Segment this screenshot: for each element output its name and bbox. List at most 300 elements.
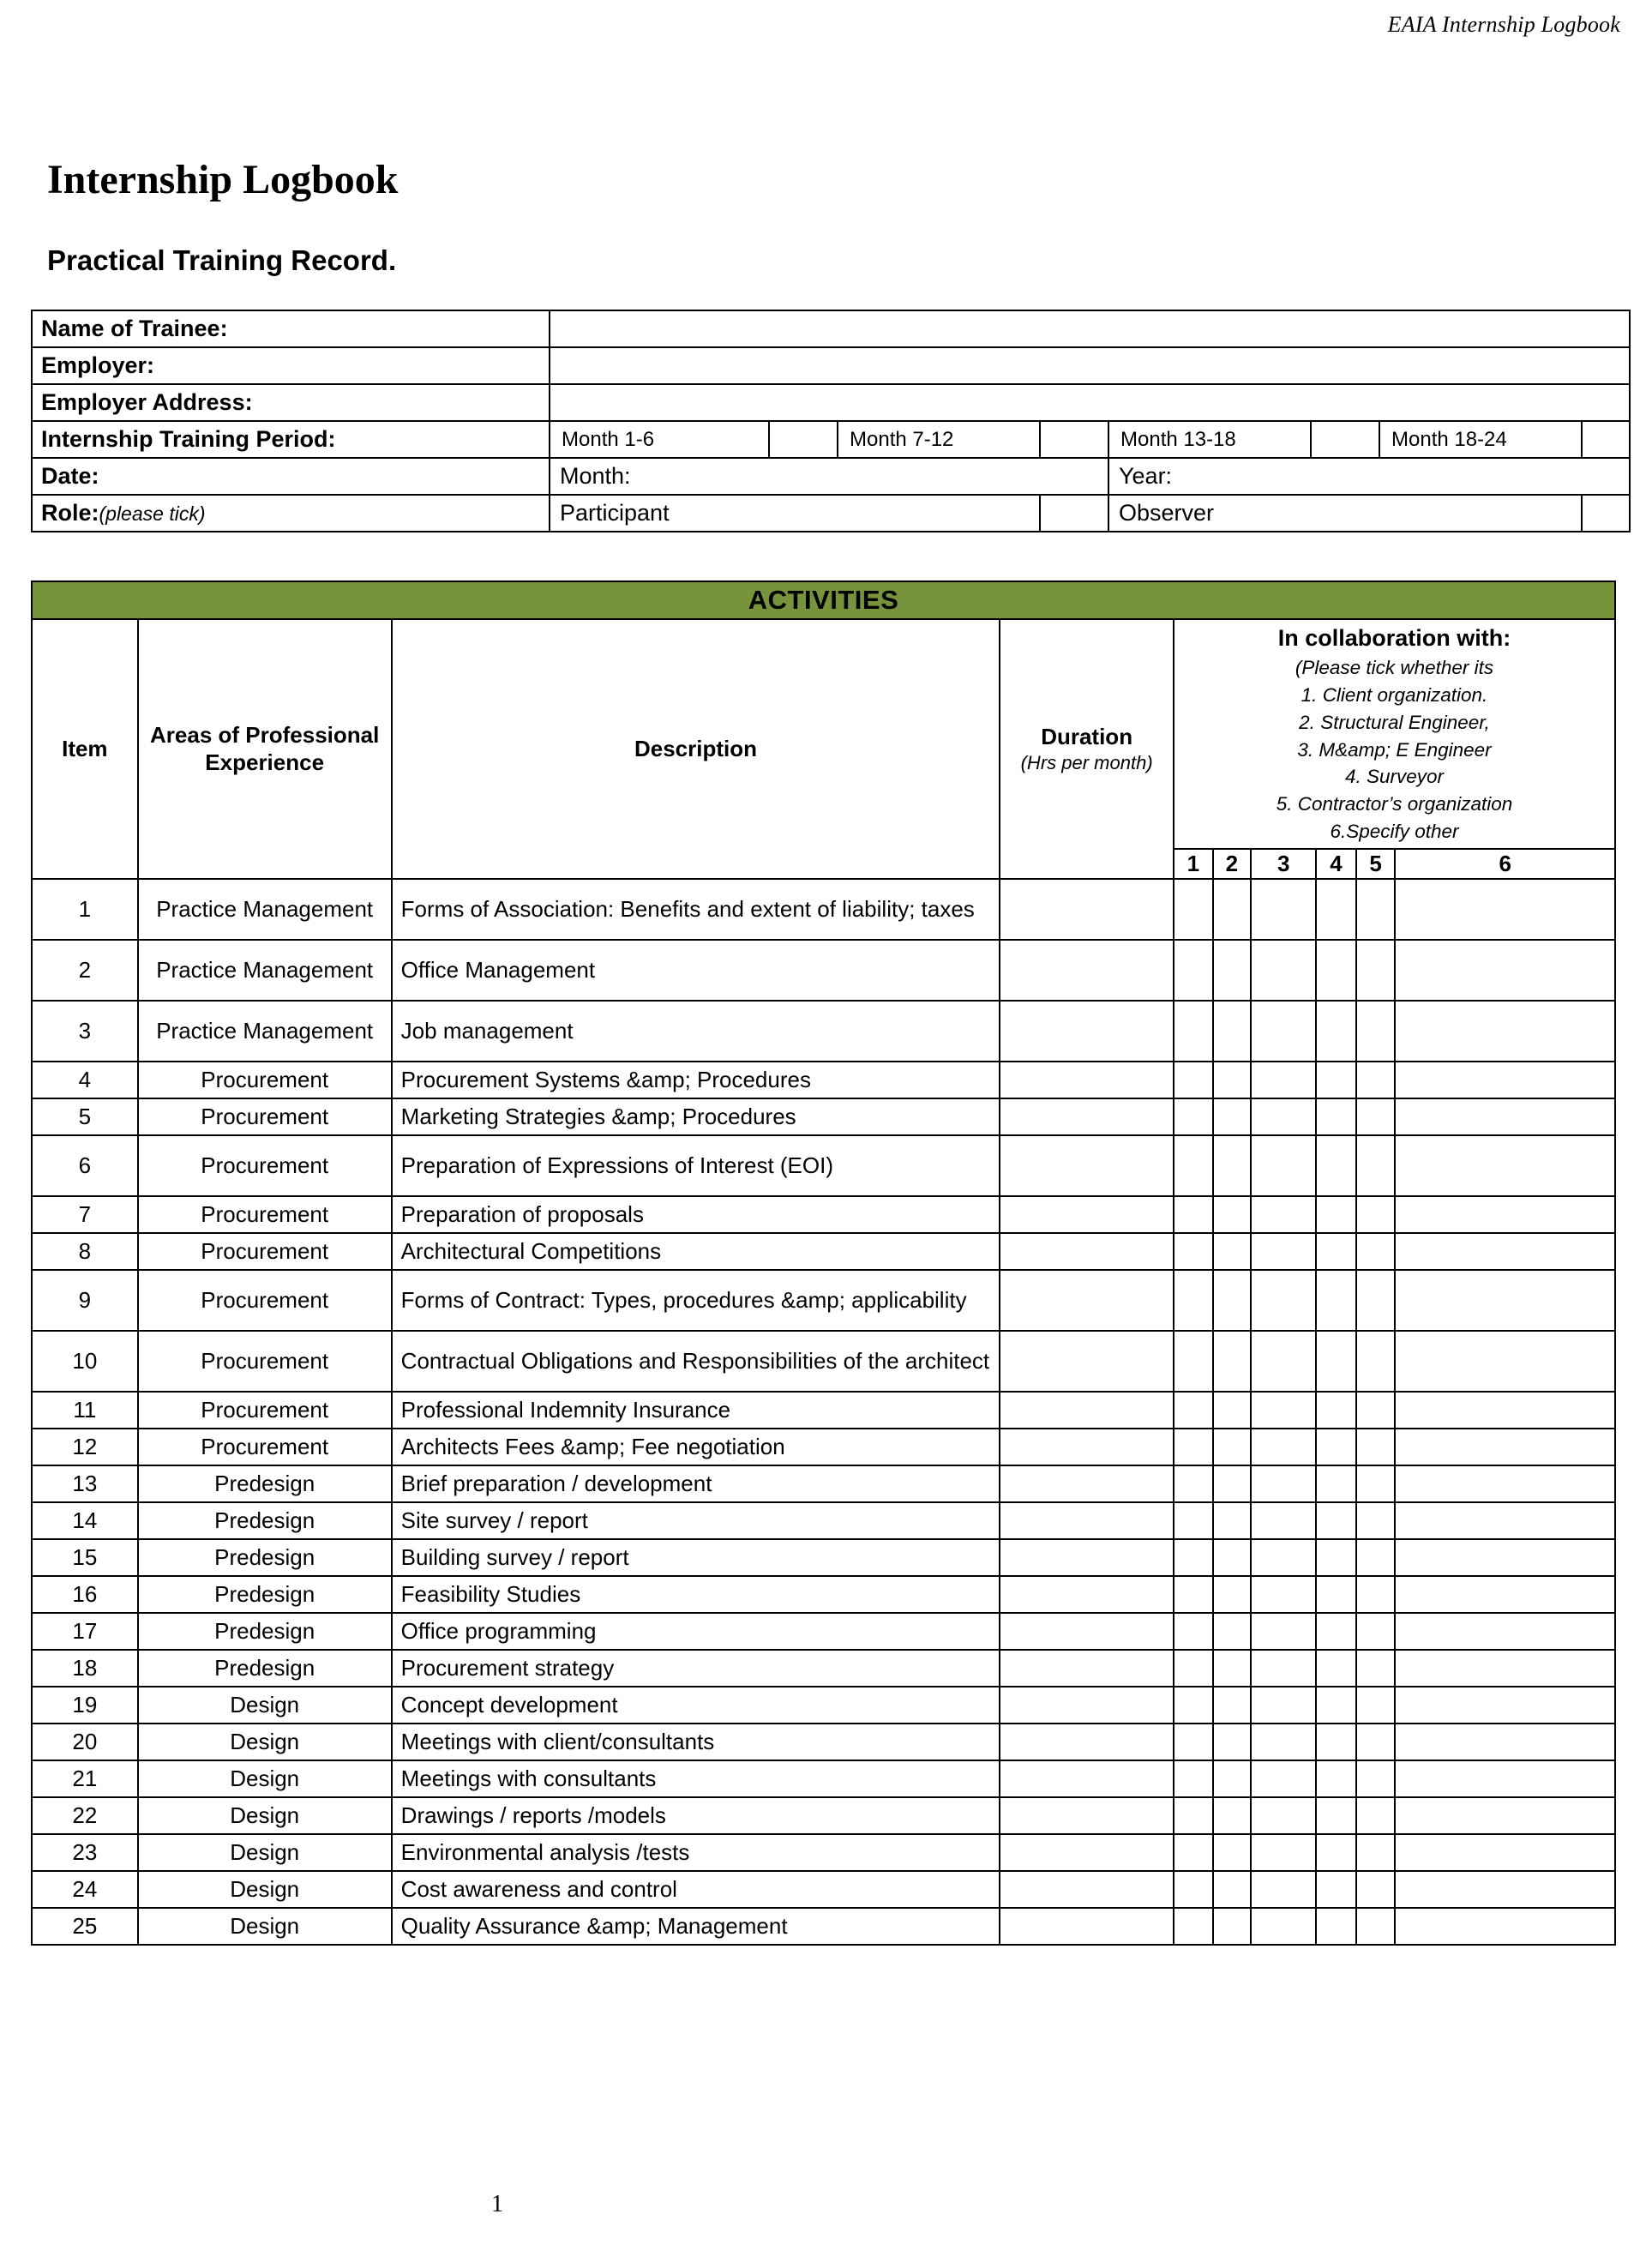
table-row xyxy=(32,1196,1615,1233)
activity-collab-tickbox-3[interactable] xyxy=(1251,1650,1316,1687)
activity-collab-tickbox-4[interactable] xyxy=(1316,1613,1356,1650)
activity-collab-tickbox-5[interactable] xyxy=(1356,1834,1396,1871)
activity-duration-field[interactable] xyxy=(1000,1760,1174,1797)
activity-description: Preparation of proposals xyxy=(392,1196,1000,1233)
activity-collab-tickbox-2[interactable] xyxy=(1213,1908,1252,1945)
table-row xyxy=(32,1687,1615,1724)
activities-header-row xyxy=(32,619,1615,849)
activity-collab-tickbox-5[interactable] xyxy=(1356,1650,1396,1687)
activity-collab-tickbox-2[interactable] xyxy=(1213,1650,1252,1687)
activity-collab-tickbox-6[interactable] xyxy=(1395,1650,1615,1687)
activity-collab-tickbox-3[interactable] xyxy=(1251,1797,1316,1834)
activity-collab-tickbox-6[interactable] xyxy=(1395,1098,1615,1135)
activity-collab-tickbox-5[interactable] xyxy=(1356,1871,1396,1908)
activity-collab-tickbox-1[interactable] xyxy=(1174,1270,1213,1331)
activity-duration-field[interactable] xyxy=(1000,1331,1174,1392)
activity-collab-tickbox-3[interactable] xyxy=(1251,1233,1316,1270)
activity-collab-tickbox-5[interactable] xyxy=(1356,879,1396,940)
header-duration-sub: (Hrs per month) xyxy=(1020,752,1153,774)
training-period-tickbox-2[interactable] xyxy=(1040,421,1108,458)
activity-collab-tickbox-1[interactable] xyxy=(1174,1576,1213,1613)
activity-collab-tickbox-5[interactable] xyxy=(1356,1576,1396,1613)
activity-description: Meetings with consultants xyxy=(392,1760,1000,1797)
activity-item-number: 2 xyxy=(32,940,138,1001)
activity-collab-tickbox-2[interactable] xyxy=(1213,1270,1252,1331)
activity-collab-tickbox-1[interactable] xyxy=(1174,1834,1213,1871)
table-row xyxy=(32,347,1630,384)
activity-collab-tickbox-5[interactable] xyxy=(1356,1539,1396,1576)
activity-collab-tickbox-1[interactable] xyxy=(1174,1196,1213,1233)
activity-collab-tickbox-2[interactable] xyxy=(1213,1465,1252,1502)
activity-collab-tickbox-3[interactable] xyxy=(1251,1331,1316,1392)
activity-collab-tickbox-4[interactable] xyxy=(1316,1062,1356,1098)
activity-collab-tickbox-4[interactable] xyxy=(1316,1331,1356,1392)
table-row xyxy=(32,1539,1615,1576)
activity-description: Forms of Association: Benefits and extent of liability; taxes xyxy=(392,879,1000,940)
activity-item-number: 20 xyxy=(32,1724,138,1760)
activity-collab-tickbox-1[interactable] xyxy=(1174,1062,1213,1098)
activity-duration-field[interactable] xyxy=(1000,1135,1174,1196)
table-row xyxy=(32,1270,1615,1331)
activity-collab-tickbox-4[interactable] xyxy=(1316,1908,1356,1945)
activity-collab-tickbox-1[interactable] xyxy=(1174,1392,1213,1429)
role-tickbox-participant[interactable] xyxy=(1040,495,1108,532)
activity-collab-tickbox-1[interactable] xyxy=(1174,1233,1213,1270)
activities-table xyxy=(31,581,1616,1946)
page-title: Internship Logbook xyxy=(47,157,399,203)
activity-description: Feasibility Studies xyxy=(392,1576,1000,1613)
activity-description: Professional Indemnity Insurance xyxy=(392,1392,1000,1429)
activity-description: Office programming xyxy=(392,1613,1000,1650)
activity-collab-tickbox-1[interactable] xyxy=(1174,1687,1213,1724)
table-row xyxy=(32,495,1630,532)
activity-description: Concept development xyxy=(392,1687,1000,1724)
collab-number-2: 2 xyxy=(1213,849,1252,879)
activity-item-number: 9 xyxy=(32,1270,138,1331)
activity-item-number: 8 xyxy=(32,1233,138,1270)
table-row xyxy=(32,1650,1615,1687)
activity-collab-tickbox-2[interactable] xyxy=(1213,1135,1252,1196)
activity-collab-tickbox-2[interactable] xyxy=(1213,1098,1252,1135)
activity-duration-field[interactable] xyxy=(1000,1539,1174,1576)
table-row xyxy=(32,1797,1615,1834)
activity-area: Predesign xyxy=(138,1613,392,1650)
activity-collab-tickbox-4[interactable] xyxy=(1316,1001,1356,1062)
training-period-tickbox-4[interactable] xyxy=(1582,421,1630,458)
activity-area: Procurement xyxy=(138,1098,392,1135)
activity-collab-tickbox-2[interactable] xyxy=(1213,1871,1252,1908)
activity-item-number: 7 xyxy=(32,1196,138,1233)
activity-collab-tickbox-3[interactable] xyxy=(1251,1196,1316,1233)
table-row xyxy=(32,1429,1615,1465)
activity-collab-tickbox-4[interactable] xyxy=(1316,1098,1356,1135)
activity-duration-field[interactable] xyxy=(1000,1724,1174,1760)
activity-collab-tickbox-2[interactable] xyxy=(1213,1429,1252,1465)
activity-collab-tickbox-6[interactable] xyxy=(1395,1502,1615,1539)
activity-collab-tickbox-1[interactable] xyxy=(1174,1539,1213,1576)
activity-description: Forms of Contract: Types, procedures &amp; applicability xyxy=(392,1270,1000,1331)
activity-duration-field[interactable] xyxy=(1000,1062,1174,1098)
activity-collab-tickbox-1[interactable] xyxy=(1174,1502,1213,1539)
activity-area: Predesign xyxy=(138,1576,392,1613)
activity-collab-tickbox-2[interactable] xyxy=(1213,1724,1252,1760)
activity-collab-tickbox-2[interactable] xyxy=(1213,1001,1252,1062)
activity-area: Predesign xyxy=(138,1465,392,1502)
activity-collab-tickbox-3[interactable] xyxy=(1251,1760,1316,1797)
training-period-tickbox-1[interactable] xyxy=(769,421,838,458)
activity-collab-tickbox-3[interactable] xyxy=(1251,1098,1316,1135)
activity-collab-tickbox-3[interactable] xyxy=(1251,1465,1316,1502)
collab-line-6: 6.Specify other xyxy=(1330,821,1459,843)
activity-duration-field[interactable] xyxy=(1000,879,1174,940)
activity-duration-field[interactable] xyxy=(1000,1270,1174,1331)
activity-collab-tickbox-2[interactable] xyxy=(1213,1502,1252,1539)
table-row xyxy=(32,940,1615,1001)
activity-collab-tickbox-1[interactable] xyxy=(1174,1001,1213,1062)
date-year-field[interactable]: Year: xyxy=(1108,458,1630,495)
activity-collab-tickbox-4[interactable] xyxy=(1316,1135,1356,1196)
activity-item-number: 24 xyxy=(32,1871,138,1908)
activity-collab-tickbox-3[interactable] xyxy=(1251,1908,1316,1945)
activity-collab-tickbox-2[interactable] xyxy=(1213,1613,1252,1650)
training-period-option-4: Month 18-24 xyxy=(1379,421,1582,458)
activity-collab-tickbox-3[interactable] xyxy=(1251,879,1316,940)
name-of-trainee-label: Name of Trainee: xyxy=(32,310,550,347)
table-row xyxy=(32,879,1615,940)
activity-collab-tickbox-1[interactable] xyxy=(1174,1650,1213,1687)
activity-collab-tickbox-5[interactable] xyxy=(1356,940,1396,1001)
trainee-info-table xyxy=(31,310,1631,532)
activity-duration-field[interactable] xyxy=(1000,1613,1174,1650)
activity-collab-tickbox-6[interactable] xyxy=(1395,1834,1615,1871)
activity-area: Procurement xyxy=(138,1392,392,1429)
activity-collab-tickbox-6[interactable] xyxy=(1395,1001,1615,1062)
activity-collab-tickbox-5[interactable] xyxy=(1356,1429,1396,1465)
table-row xyxy=(32,1724,1615,1760)
activity-duration-field[interactable] xyxy=(1000,1465,1174,1502)
table-row xyxy=(32,1613,1615,1650)
activity-collab-tickbox-6[interactable] xyxy=(1395,1331,1615,1392)
activity-description: Meetings with client/consultants xyxy=(392,1724,1000,1760)
activity-collab-tickbox-4[interactable] xyxy=(1316,1834,1356,1871)
table-row xyxy=(32,1834,1615,1871)
activity-collab-tickbox-4[interactable] xyxy=(1316,1233,1356,1270)
activity-collab-tickbox-6[interactable] xyxy=(1395,879,1615,940)
activity-item-number: 1 xyxy=(32,879,138,940)
activity-collab-tickbox-5[interactable] xyxy=(1356,1687,1396,1724)
activity-collab-tickbox-6[interactable] xyxy=(1395,1135,1615,1196)
activity-collab-tickbox-1[interactable] xyxy=(1174,1465,1213,1502)
role-label-text: Role: xyxy=(41,500,99,526)
activity-collab-tickbox-6[interactable] xyxy=(1395,1062,1615,1098)
activity-collab-tickbox-4[interactable] xyxy=(1316,1687,1356,1724)
activity-description: Contractual Obligations and Responsibilities of the architect xyxy=(392,1331,1000,1392)
employer-address-label: Employer Address: xyxy=(32,384,550,421)
collab-title: In collaboration with: xyxy=(1277,625,1511,651)
activity-collab-tickbox-3[interactable] xyxy=(1251,1539,1316,1576)
table-row xyxy=(32,1233,1615,1270)
collab-line-3: 3. M&amp; E Engineer xyxy=(1297,738,1492,761)
activity-description: Site survey / report xyxy=(392,1502,1000,1539)
activity-collab-tickbox-3[interactable] xyxy=(1251,1834,1316,1871)
activity-collab-tickbox-6[interactable] xyxy=(1395,1797,1615,1834)
table-row xyxy=(32,1062,1615,1098)
activity-collab-tickbox-3[interactable] xyxy=(1251,1270,1316,1331)
activity-collab-tickbox-2[interactable] xyxy=(1213,1539,1252,1576)
employer-address-field[interactable] xyxy=(550,384,1630,421)
activity-collab-tickbox-5[interactable] xyxy=(1356,1797,1396,1834)
activity-collab-tickbox-6[interactable] xyxy=(1395,1613,1615,1650)
activity-collab-tickbox-5[interactable] xyxy=(1356,1062,1396,1098)
table-row xyxy=(32,1001,1615,1062)
activity-duration-field[interactable] xyxy=(1000,1001,1174,1062)
activities-body xyxy=(32,879,1615,1945)
activity-collab-tickbox-3[interactable] xyxy=(1251,940,1316,1001)
activity-collab-tickbox-4[interactable] xyxy=(1316,879,1356,940)
collab-number-1: 1 xyxy=(1174,849,1213,879)
table-row xyxy=(32,1465,1615,1502)
activity-collab-tickbox-4[interactable] xyxy=(1316,1797,1356,1834)
activity-collab-tickbox-6[interactable] xyxy=(1395,1233,1615,1270)
activity-collab-tickbox-3[interactable] xyxy=(1251,1613,1316,1650)
activity-collab-tickbox-1[interactable] xyxy=(1174,1331,1213,1392)
activity-collab-tickbox-3[interactable] xyxy=(1251,1871,1316,1908)
collab-number-4: 4 xyxy=(1316,849,1356,879)
activity-duration-field[interactable] xyxy=(1000,1834,1174,1871)
activity-duration-field[interactable] xyxy=(1000,1687,1174,1724)
activity-collab-tickbox-4[interactable] xyxy=(1316,1270,1356,1331)
activity-collab-tickbox-2[interactable] xyxy=(1213,1797,1252,1834)
activity-collab-tickbox-5[interactable] xyxy=(1356,1331,1396,1392)
activity-collab-tickbox-4[interactable] xyxy=(1316,1539,1356,1576)
role-tickbox-observer[interactable] xyxy=(1582,495,1630,532)
activity-collab-tickbox-5[interactable] xyxy=(1356,1760,1396,1797)
training-period-option-2: Month 7-12 xyxy=(838,421,1040,458)
header-duration xyxy=(1000,619,1174,879)
activity-collab-tickbox-2[interactable] xyxy=(1213,1687,1252,1724)
activity-collab-tickbox-2[interactable] xyxy=(1213,1062,1252,1098)
role-label xyxy=(32,495,550,532)
activity-collab-tickbox-6[interactable] xyxy=(1395,1539,1615,1576)
collab-line-2: 2. Structural Engineer, xyxy=(1299,711,1490,733)
activity-collab-tickbox-2[interactable] xyxy=(1213,1760,1252,1797)
activity-item-number: 13 xyxy=(32,1465,138,1502)
activity-item-number: 11 xyxy=(32,1392,138,1429)
activity-collab-tickbox-2[interactable] xyxy=(1213,1576,1252,1613)
activity-collab-tickbox-6[interactable] xyxy=(1395,1465,1615,1502)
activity-item-number: 4 xyxy=(32,1062,138,1098)
activity-collab-tickbox-1[interactable] xyxy=(1174,1613,1213,1650)
activity-collab-tickbox-1[interactable] xyxy=(1174,1760,1213,1797)
activity-duration-field[interactable] xyxy=(1000,1098,1174,1135)
activity-collab-tickbox-1[interactable] xyxy=(1174,1797,1213,1834)
activity-collab-tickbox-2[interactable] xyxy=(1213,1196,1252,1233)
activity-collab-tickbox-4[interactable] xyxy=(1316,1196,1356,1233)
running-header: EAIA Internship Logbook xyxy=(1387,12,1620,37)
activity-item-number: 22 xyxy=(32,1797,138,1834)
date-label: Date: xyxy=(32,458,550,495)
table-row xyxy=(32,1135,1615,1196)
activity-collab-tickbox-5[interactable] xyxy=(1356,1502,1396,1539)
activity-description: Environmental analysis /tests xyxy=(392,1834,1000,1871)
activity-collab-tickbox-6[interactable] xyxy=(1395,1429,1615,1465)
header-area-of-professional-experience: Areas of Professional Experience xyxy=(138,619,392,879)
table-row xyxy=(32,1760,1615,1797)
activity-collab-tickbox-4[interactable] xyxy=(1316,1724,1356,1760)
activity-collab-tickbox-6[interactable] xyxy=(1395,1270,1615,1331)
activity-collab-tickbox-3[interactable] xyxy=(1251,1724,1316,1760)
activity-collab-tickbox-6[interactable] xyxy=(1395,1687,1615,1724)
activity-collab-tickbox-1[interactable] xyxy=(1174,1135,1213,1196)
activity-collab-tickbox-5[interactable] xyxy=(1356,1613,1396,1650)
activity-description: Preparation of Expressions of Interest (EOI) xyxy=(392,1135,1000,1196)
activity-description: Quality Assurance &amp; Management xyxy=(392,1908,1000,1945)
header-item: Item xyxy=(32,619,138,879)
activity-collab-tickbox-2[interactable] xyxy=(1213,940,1252,1001)
activity-area: Procurement xyxy=(138,1429,392,1465)
training-period-option-3: Month 13-18 xyxy=(1108,421,1311,458)
activity-description: Cost awareness and control xyxy=(392,1871,1000,1908)
activity-collab-tickbox-2[interactable] xyxy=(1213,1834,1252,1871)
activity-duration-field[interactable] xyxy=(1000,1392,1174,1429)
name-of-trainee-field[interactable] xyxy=(550,310,1630,347)
activity-collab-tickbox-4[interactable] xyxy=(1316,1502,1356,1539)
activity-duration-field[interactable] xyxy=(1000,1576,1174,1613)
activity-collab-tickbox-4[interactable] xyxy=(1316,940,1356,1001)
activity-collab-tickbox-2[interactable] xyxy=(1213,879,1252,940)
activity-collab-tickbox-6[interactable] xyxy=(1395,1871,1615,1908)
collab-line-0: (Please tick whether its xyxy=(1295,656,1494,678)
activity-collab-tickbox-5[interactable] xyxy=(1356,1392,1396,1429)
activity-collab-tickbox-6[interactable] xyxy=(1395,940,1615,1001)
activity-collab-tickbox-6[interactable] xyxy=(1395,1196,1615,1233)
activity-duration-field[interactable] xyxy=(1000,940,1174,1001)
header-in-collaboration-with xyxy=(1174,619,1615,849)
activity-collab-tickbox-3[interactable] xyxy=(1251,1429,1316,1465)
activity-collab-tickbox-6[interactable] xyxy=(1395,1392,1615,1429)
collab-line-4: 4. Surveyor xyxy=(1344,766,1445,788)
activity-collab-tickbox-5[interactable] xyxy=(1356,1196,1396,1233)
activity-description: Marketing Strategies &amp; Procedures xyxy=(392,1098,1000,1135)
employer-label: Employer: xyxy=(32,347,550,384)
activity-collab-tickbox-5[interactable] xyxy=(1356,1465,1396,1502)
activity-duration-field[interactable] xyxy=(1000,1908,1174,1945)
activity-item-number: 15 xyxy=(32,1539,138,1576)
activity-collab-tickbox-1[interactable] xyxy=(1174,1724,1213,1760)
activity-collab-tickbox-3[interactable] xyxy=(1251,1576,1316,1613)
activity-collab-tickbox-4[interactable] xyxy=(1316,1429,1356,1465)
activity-description: Architects Fees &amp; Fee negotiation xyxy=(392,1429,1000,1465)
activity-area: Procurement xyxy=(138,1196,392,1233)
collab-number-5: 5 xyxy=(1356,849,1396,879)
activity-collab-tickbox-2[interactable] xyxy=(1213,1233,1252,1270)
activity-area: Design xyxy=(138,1797,392,1834)
activity-duration-field[interactable] xyxy=(1000,1429,1174,1465)
activity-item-number: 6 xyxy=(32,1135,138,1196)
activity-item-number: 23 xyxy=(32,1834,138,1871)
table-row xyxy=(32,1871,1615,1908)
activity-area: Practice Management xyxy=(138,879,392,940)
activity-collab-tickbox-1[interactable] xyxy=(1174,1871,1213,1908)
activity-collab-tickbox-3[interactable] xyxy=(1251,1392,1316,1429)
table-row xyxy=(32,1331,1615,1392)
activity-duration-field[interactable] xyxy=(1000,1871,1174,1908)
activity-collab-tickbox-4[interactable] xyxy=(1316,1392,1356,1429)
activity-area: Predesign xyxy=(138,1502,392,1539)
activity-collab-tickbox-4[interactable] xyxy=(1316,1576,1356,1613)
activity-collab-tickbox-5[interactable] xyxy=(1356,1270,1396,1331)
activity-collab-tickbox-1[interactable] xyxy=(1174,940,1213,1001)
role-option-observer: Observer xyxy=(1108,495,1582,532)
activity-collab-tickbox-3[interactable] xyxy=(1251,1135,1316,1196)
activity-area: Procurement xyxy=(138,1062,392,1098)
activity-description: Drawings / reports /models xyxy=(392,1797,1000,1834)
activity-collab-tickbox-5[interactable] xyxy=(1356,1908,1396,1945)
activity-duration-field[interactable] xyxy=(1000,1502,1174,1539)
activity-collab-tickbox-4[interactable] xyxy=(1316,1650,1356,1687)
activity-collab-tickbox-1[interactable] xyxy=(1174,1429,1213,1465)
activity-collab-tickbox-1[interactable] xyxy=(1174,1098,1213,1135)
activity-collab-tickbox-1[interactable] xyxy=(1174,879,1213,940)
activity-collab-tickbox-2[interactable] xyxy=(1213,1331,1252,1392)
activity-area: Practice Management xyxy=(138,940,392,1001)
employer-field[interactable] xyxy=(550,347,1630,384)
activity-collab-tickbox-3[interactable] xyxy=(1251,1687,1316,1724)
activity-collab-tickbox-3[interactable] xyxy=(1251,1502,1316,1539)
activity-collab-tickbox-4[interactable] xyxy=(1316,1760,1356,1797)
activity-description: Brief preparation / development xyxy=(392,1465,1000,1502)
activity-collab-tickbox-4[interactable] xyxy=(1316,1465,1356,1502)
header-description: Description xyxy=(392,619,1000,879)
collab-line-5: 5. Contractor’s organization xyxy=(1276,793,1513,815)
activity-collab-tickbox-2[interactable] xyxy=(1213,1392,1252,1429)
activity-duration-field[interactable] xyxy=(1000,1650,1174,1687)
activity-collab-tickbox-5[interactable] xyxy=(1356,1135,1396,1196)
table-row xyxy=(32,1098,1615,1135)
activity-area: Design xyxy=(138,1687,392,1724)
activity-collab-tickbox-1[interactable] xyxy=(1174,1908,1213,1945)
activity-collab-tickbox-5[interactable] xyxy=(1356,1724,1396,1760)
activity-item-number: 12 xyxy=(32,1429,138,1465)
activity-duration-field[interactable] xyxy=(1000,1797,1174,1834)
table-row xyxy=(32,1576,1615,1613)
activity-description: Procurement strategy xyxy=(392,1650,1000,1687)
collab-number-6: 6 xyxy=(1395,849,1615,879)
table-row xyxy=(32,1392,1615,1429)
activity-collab-tickbox-6[interactable] xyxy=(1395,1576,1615,1613)
date-month-field[interactable]: Month: xyxy=(550,458,1108,495)
activity-collab-tickbox-3[interactable] xyxy=(1251,1001,1316,1062)
activity-collab-tickbox-4[interactable] xyxy=(1316,1871,1356,1908)
activity-collab-tickbox-5[interactable] xyxy=(1356,1098,1396,1135)
activity-collab-tickbox-5[interactable] xyxy=(1356,1233,1396,1270)
training-period-label: Internship Training Period: xyxy=(32,421,550,458)
activity-area: Practice Management xyxy=(138,1001,392,1062)
activity-duration-field[interactable] xyxy=(1000,1196,1174,1233)
activity-collab-tickbox-6[interactable] xyxy=(1395,1908,1615,1945)
activity-collab-tickbox-6[interactable] xyxy=(1395,1724,1615,1760)
activity-collab-tickbox-3[interactable] xyxy=(1251,1062,1316,1098)
activity-description: Architectural Competitions xyxy=(392,1233,1000,1270)
activity-collab-tickbox-5[interactable] xyxy=(1356,1001,1396,1062)
activity-collab-tickbox-6[interactable] xyxy=(1395,1760,1615,1797)
activity-area: Design xyxy=(138,1760,392,1797)
table-row xyxy=(32,310,1630,347)
activity-duration-field[interactable] xyxy=(1000,1233,1174,1270)
training-period-tickbox-3[interactable] xyxy=(1311,421,1379,458)
activity-item-number: 25 xyxy=(32,1908,138,1945)
activity-description: Job management xyxy=(392,1001,1000,1062)
